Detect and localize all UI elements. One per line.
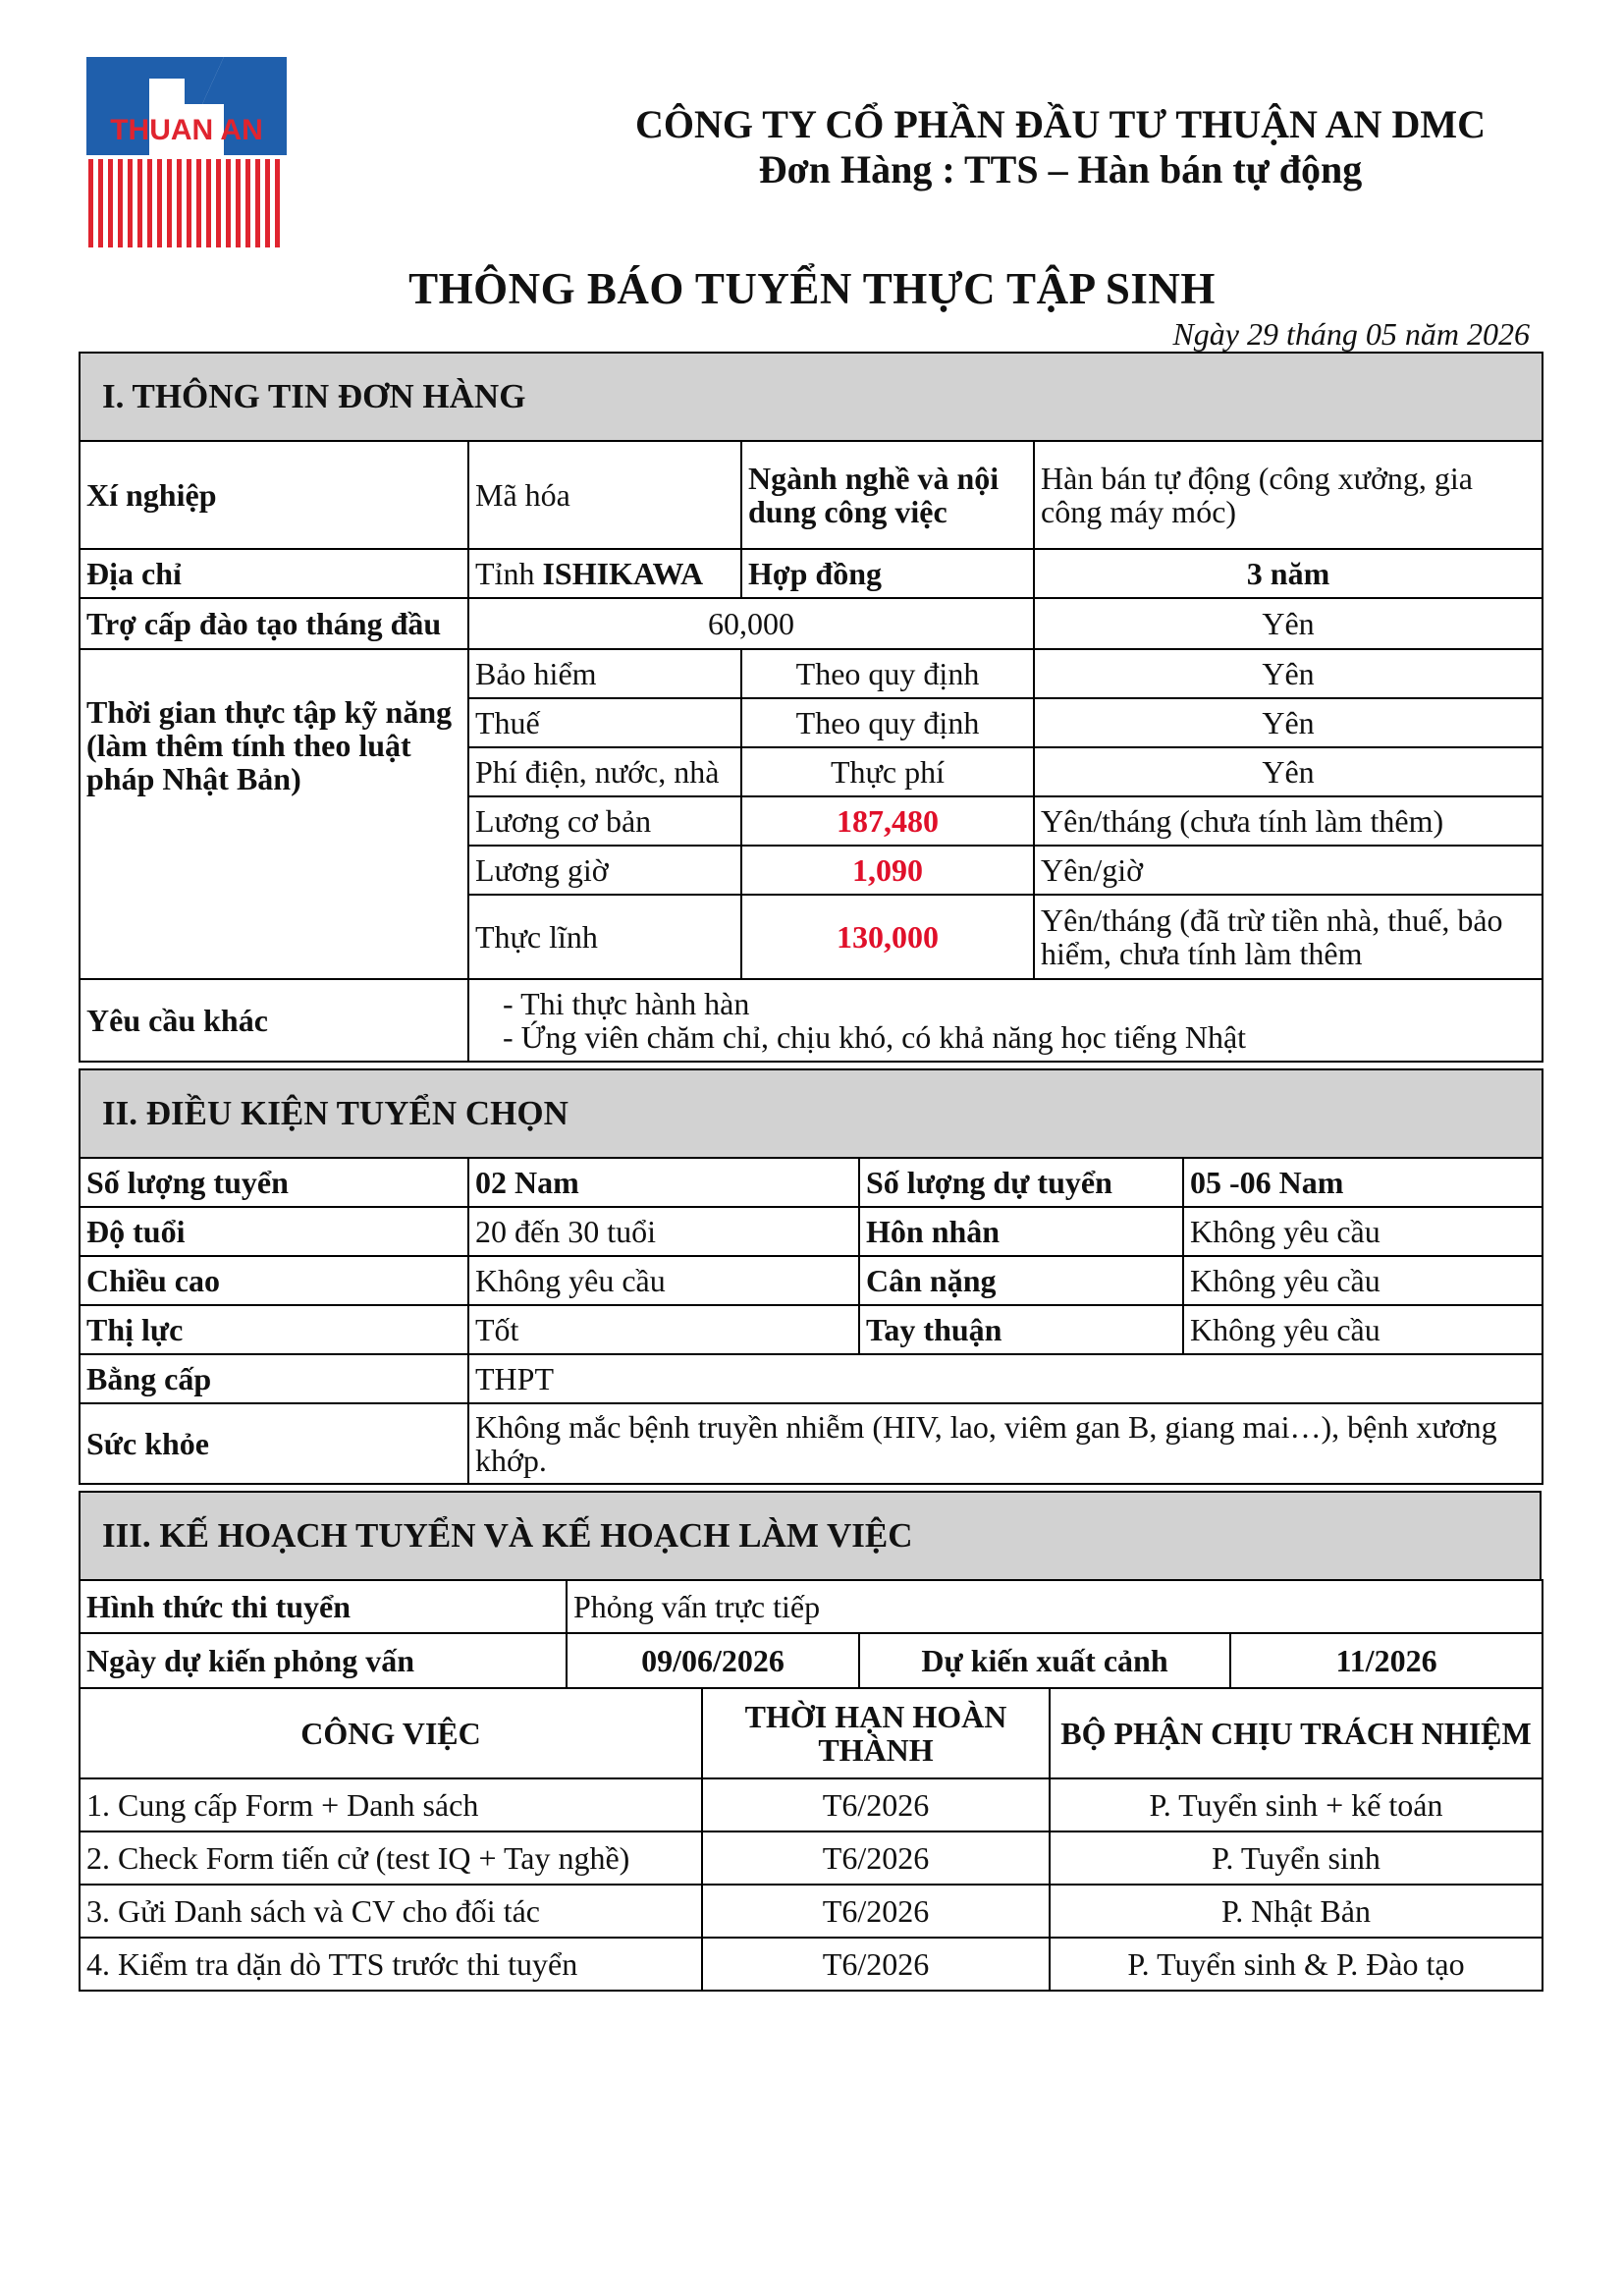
task-dept: P. Tuyển sinh & P. Đào tạo [1050,1938,1543,1991]
row-label: Bảo hiểm [468,649,741,698]
suc-khoe-label: Sức khỏe [80,1403,468,1484]
hon-nhan-label: Hôn nhân [859,1207,1183,1256]
col-header: THỜI HẠN HOÀN THÀNH [702,1688,1050,1778]
dia-chi-prefix: Tỉnh [475,556,543,591]
order-info-table [79,352,1543,1063]
can-nang-label: Cân nặng [859,1256,1183,1305]
row-label: Phí điện, nước, nhà [468,747,741,796]
row-value: Thực phí [741,747,1034,796]
task-dept: P. Nhật Bản [1050,1885,1543,1938]
dia-chi-value: ISHIKAWA [542,556,704,591]
thi-luc-value: Tốt [468,1305,859,1354]
tay-thuan-value: Không yêu cầu [1183,1305,1543,1354]
luong-gio-value: 1,090 [741,846,1034,895]
luong-co-ban-value: 187,480 [741,796,1034,846]
section-3-heading: III. KẾ HOẠCH TUYỂN VÀ KẾ HOẠCH LÀM VIỆC [80,1492,1541,1580]
can-nang-value: Không yêu cầu [1183,1256,1543,1305]
section-1-heading: I. THÔNG TIN ĐƠN HÀNG [80,353,1543,441]
bang-cap-value: THPT [468,1354,1543,1403]
row-unit: Yên/tháng (đã trừ tiền nhà, thuế, bảo hiểm, chưa tính làm thêm [1034,895,1543,979]
chieu-cao-label: Chiều cao [80,1256,468,1305]
task-dept: P. Tuyển sinh [1050,1831,1543,1885]
so-luong-label: Số lượng tuyển [80,1158,468,1207]
task-name: 2. Check Form tiến cử (test IQ + Tay nghề) [80,1831,702,1885]
nganh-nghe-label: Ngành nghề và nội dung công việc [741,441,1034,549]
table-row [80,1831,1543,1885]
task-name: 3. Gửi Danh sách và CV cho đối tác [80,1885,702,1938]
tro-cap-value: 60,000 [468,598,1034,649]
thoi-gian-label: Thời gian thực tập kỹ năng (làm thêm tính theo luật pháp Nhật Bản) [80,649,468,979]
row-label: Thực lĩnh [468,895,741,979]
du-tuyen-label: Số lượng dự tuyển [859,1158,1183,1207]
dia-chi-label: Địa chỉ [80,549,468,598]
tay-thuan-label: Tay thuận [859,1305,1183,1354]
hon-nhan-value: Không yêu cầu [1183,1207,1543,1256]
row-unit: Yên [1034,747,1543,796]
yeu-cau-list [468,979,1543,1062]
hop-dong-label: Hợp đồng [741,549,1034,598]
task-dept: P. Tuyển sinh + kế toán [1050,1778,1543,1831]
row-value: Theo quy định [741,698,1034,747]
logo-red-stripes [88,159,280,247]
document-date: Ngày 29 tháng 05 năm 2026 [1172,316,1530,352]
du-tuyen-value: 05 -06 Nam [1183,1158,1543,1207]
yeu-cau-label: Yêu cầu khác [80,979,468,1062]
row-unit: Yên/tháng (chưa tính làm thêm) [1034,796,1543,846]
row-value: Theo quy định [741,649,1034,698]
task-deadline: T6/2026 [702,1938,1050,1991]
hop-dong-value: 3 năm [1034,549,1543,598]
hinh-thuc-value: Phỏng vấn trực tiếp [567,1580,1543,1633]
thuc-linh-value: 130,000 [741,895,1034,979]
tro-cap-unit: Yên [1034,598,1543,649]
thi-luc-label: Thị lực [80,1305,468,1354]
task-deadline: T6/2026 [702,1831,1050,1885]
yeu-cau-item: - Thi thực hành hàn [503,986,750,1021]
dia-chi-cell [468,549,741,598]
logo-text: THUAN AN [110,114,263,146]
xi-nghiep-label: Xí nghiệp [80,441,468,549]
do-tuoi-value: 20 đến 30 tuổi [468,1207,859,1256]
exam-schedule-table [79,1579,1543,1689]
table-row [80,1938,1543,1991]
row-label: Lương cơ bản [468,796,741,846]
task-name: 4. Kiểm tra dặn dò TTS trước thi tuyển [80,1938,702,1991]
section-2-heading: II. ĐIỀU KIỆN TUYỂN CHỌN [80,1069,1543,1158]
order-line: Đơn Hàng : TTS – Hàn bán tự động [758,147,1363,191]
work-plan-table [79,1687,1543,1992]
xuat-canh-value: 11/2026 [1230,1633,1543,1688]
do-tuoi-label: Độ tuổi [80,1207,468,1256]
thuan-an-logo [86,57,287,249]
col-header: CÔNG VIỆC [80,1688,702,1778]
hinh-thuc-label: Hình thức thi tuyển [80,1580,567,1633]
xi-nghiep-value: Mã hóa [468,441,741,549]
nganh-nghe-value: Hàn bán tự động (công xưởng, gia công máy móc) [1034,441,1543,549]
so-luong-value: 02 Nam [468,1158,859,1207]
table-row [80,1885,1543,1938]
company-name: CÔNG TY CỔ PHẦN ĐẦU TƯ THUẬN AN DMC [635,102,1486,146]
row-unit: Yên [1034,698,1543,747]
tro-cap-label: Trợ cấp đào tạo tháng đầu [80,598,468,649]
selection-criteria-table [79,1068,1543,1485]
yeu-cau-item: - Ứng viên chăm chỉ, chịu khó, có khả năng học tiếng Nhật [503,1019,1247,1055]
task-deadline: T6/2026 [702,1885,1050,1938]
section-3-heading-table [79,1491,1542,1581]
chieu-cao-value: Không yêu cầu [468,1256,859,1305]
col-header: BỘ PHẬN CHỊU TRÁCH NHIỆM [1050,1688,1543,1778]
task-deadline: T6/2026 [702,1778,1050,1831]
row-unit: Yên [1034,649,1543,698]
xuat-canh-label: Dự kiến xuất cảnh [859,1633,1230,1688]
task-name: 1. Cung cấp Form + Danh sách [80,1778,702,1831]
ngay-pv-value: 09/06/2026 [567,1633,859,1688]
ngay-pv-label: Ngày dự kiến phỏng vấn [80,1633,567,1688]
row-label: Lương giờ [468,846,741,895]
bang-cap-label: Bằng cấp [80,1354,468,1403]
document-title: THÔNG BÁO TUYỂN THỰC TẬP SINH [408,264,1216,313]
suc-khoe-value: Không mắc bệnh truyền nhiễm (HIV, lao, viêm gan B, giang mai…), bệnh xương khớp. [468,1403,1543,1484]
table-row [80,1778,1543,1831]
row-unit: Yên/giờ [1034,846,1543,895]
row-label: Thuế [468,698,741,747]
